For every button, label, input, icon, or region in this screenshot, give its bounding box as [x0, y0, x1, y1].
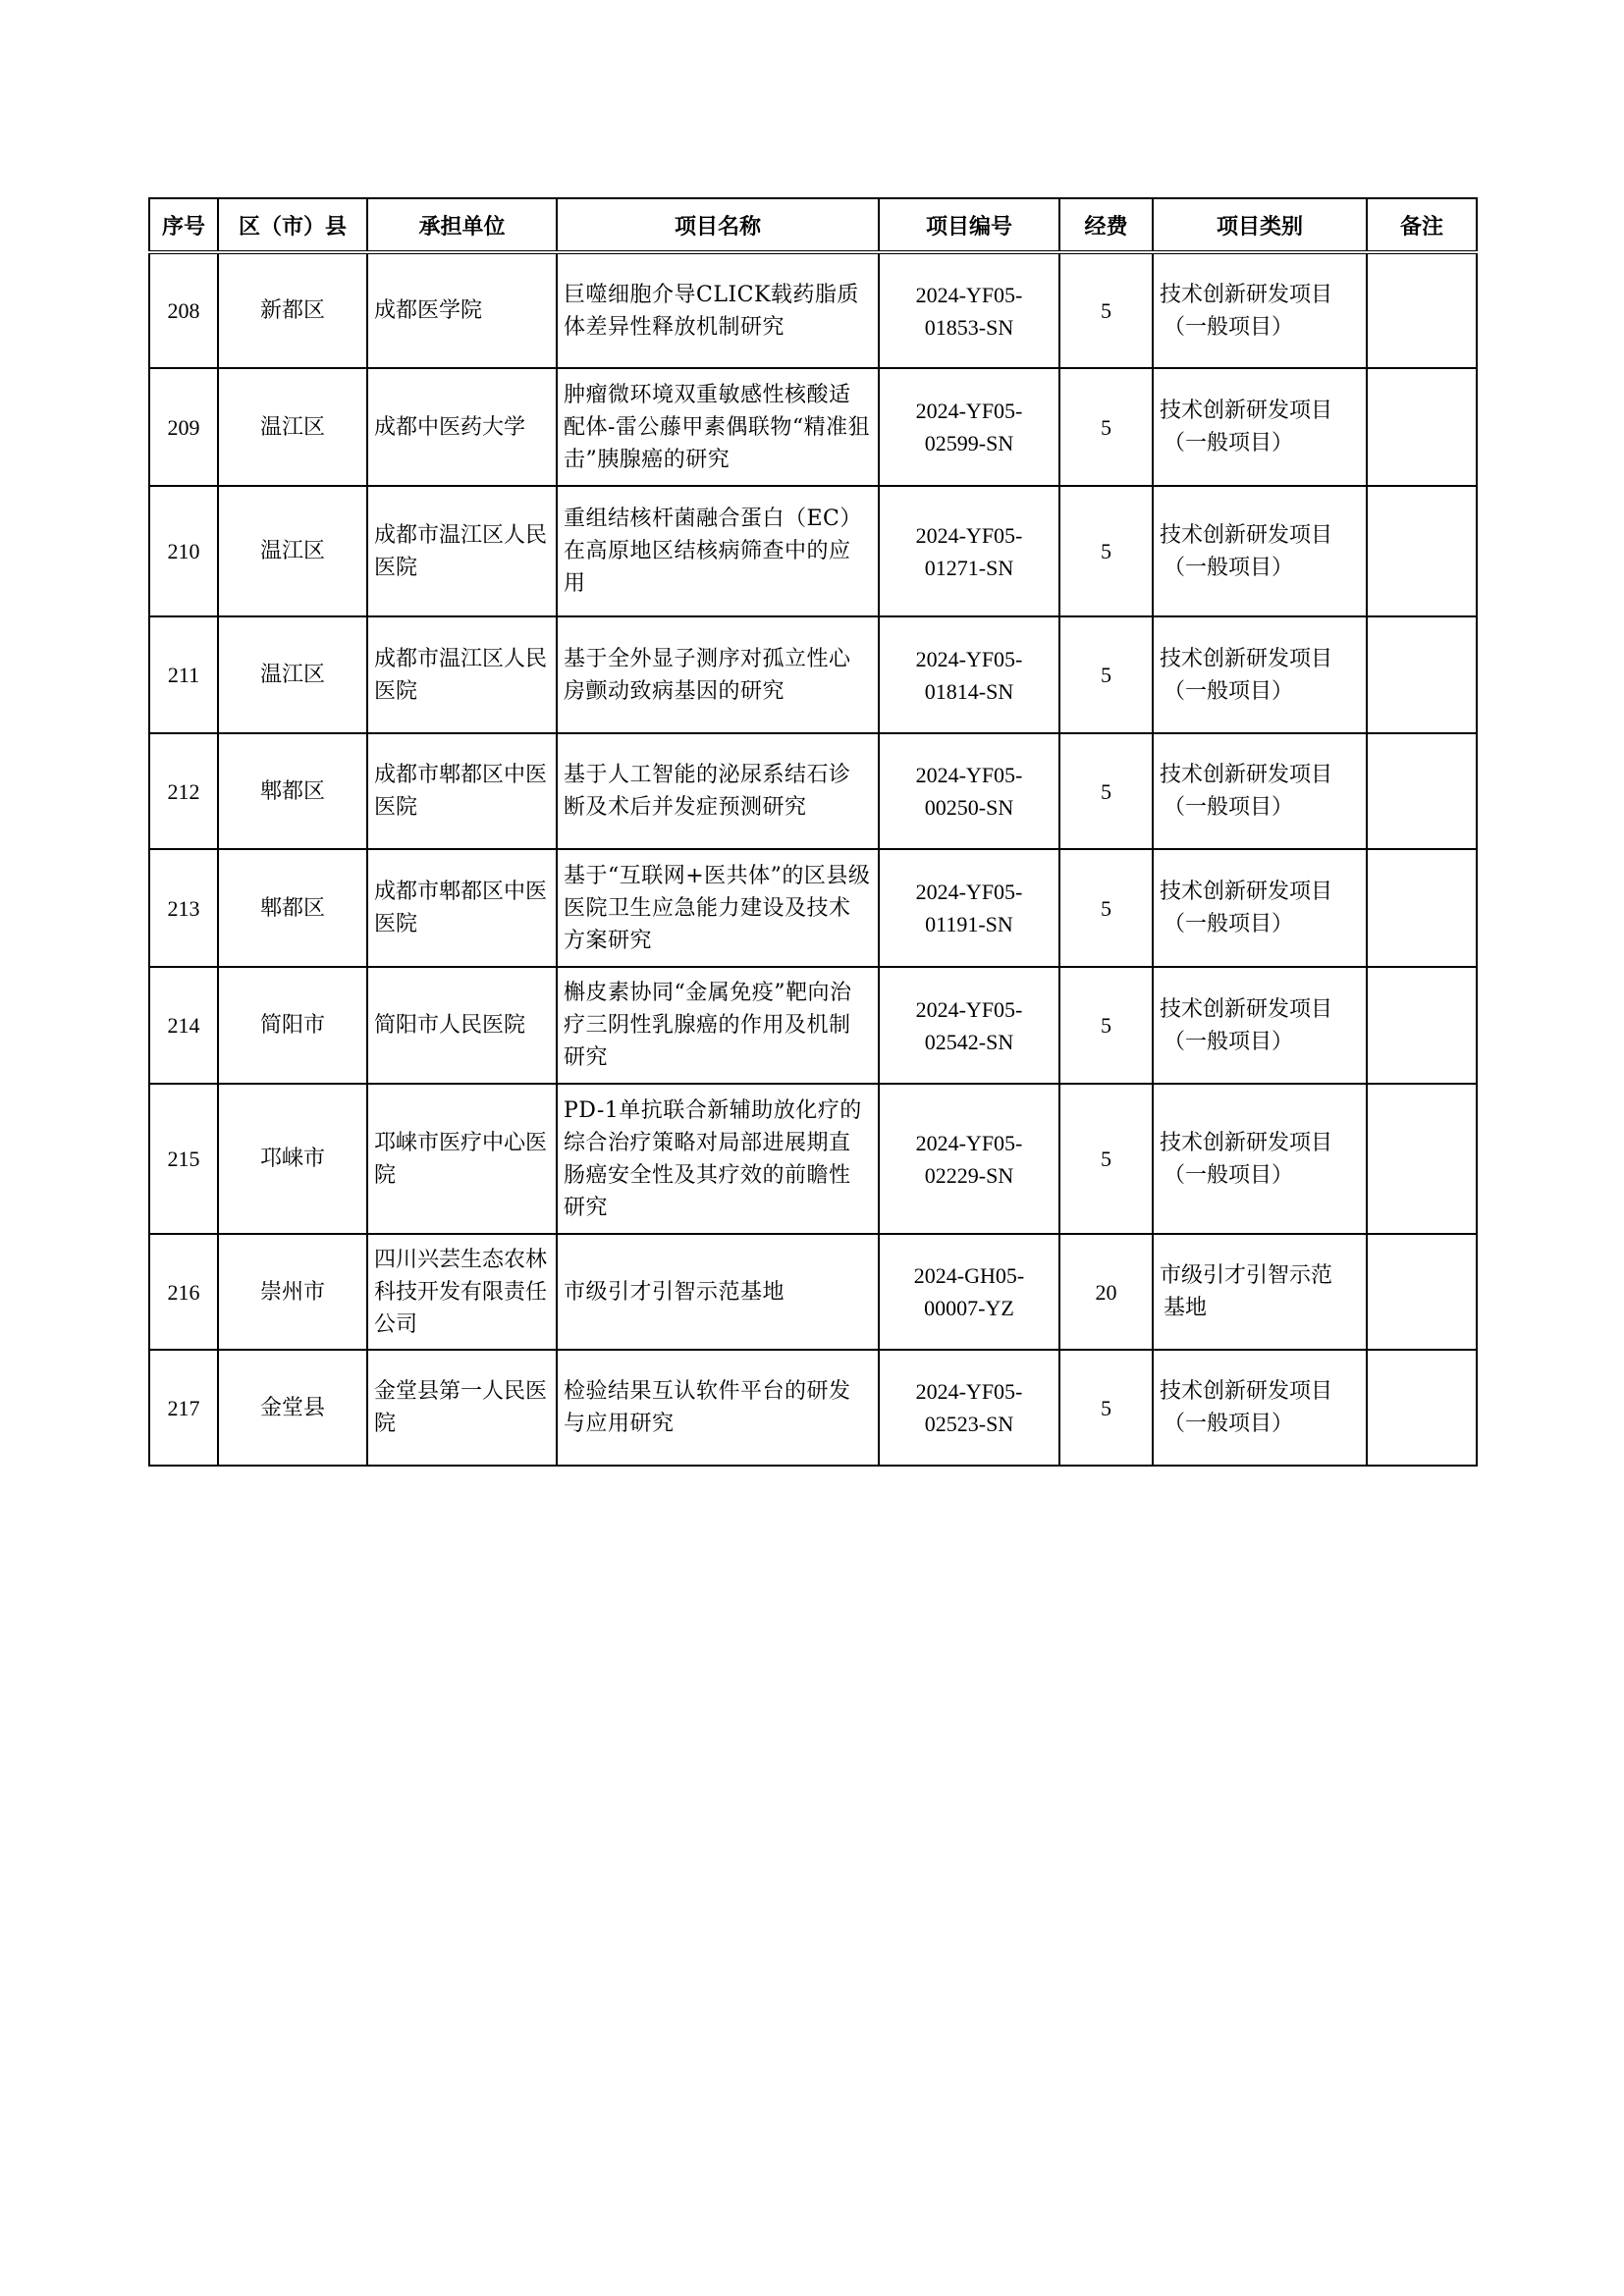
cell-fund: 5 [1059, 616, 1153, 733]
cell-unit: 金堂县第一人民医院 [367, 1350, 557, 1466]
header-code: 项目编号 [879, 198, 1059, 252]
cell-no: 212 [149, 733, 218, 849]
cell-category-line-2: （一般项目） [1164, 431, 1294, 455]
cell-unit: 成都市郫都区中医医院 [367, 849, 557, 967]
cell-district: 简阳市 [218, 967, 367, 1084]
cell-remark [1367, 733, 1477, 849]
cell-district: 郫都区 [218, 849, 367, 967]
cell-category-line-1: 技术创新研发项目 [1160, 646, 1333, 671]
cell-category-line-1: 技术创新研发项目 [1160, 1379, 1333, 1404]
cell-no: 211 [149, 616, 218, 733]
header-unit: 承担单位 [367, 198, 557, 252]
cell-category [1153, 486, 1367, 616]
cell-fund: 5 [1059, 733, 1153, 849]
table-row [149, 616, 1477, 733]
cell-category-line-2: （一般项目） [1164, 1162, 1294, 1188]
cell-code [879, 486, 1059, 616]
cell-code-line-2: 01853-SN [924, 314, 1014, 340]
cell-no: 213 [149, 849, 218, 967]
table-row [149, 252, 1477, 368]
header-category: 项目类别 [1153, 198, 1367, 252]
cell-fund: 5 [1059, 967, 1153, 1084]
cell-fund: 5 [1059, 849, 1153, 967]
cell-code-line-2: 02599-SN [924, 431, 1014, 455]
cell-fund: 20 [1059, 1234, 1153, 1350]
cell-category [1153, 967, 1367, 1084]
cell-category-line-1: 技术创新研发项目 [1160, 399, 1333, 423]
cell-unit: 成都中医药大学 [367, 368, 557, 486]
cell-unit: 成都市温江区人民医院 [367, 616, 557, 733]
cell-code [879, 1350, 1059, 1466]
cell-no: 215 [149, 1084, 218, 1234]
cell-category [1153, 368, 1367, 486]
cell-code-line-1: 2024-YF05- [915, 880, 1023, 904]
cell-no: 214 [149, 967, 218, 1084]
cell-category [1153, 733, 1367, 849]
cell-category-line-1: 技术创新研发项目 [1160, 996, 1333, 1022]
cell-no: 216 [149, 1234, 218, 1350]
cell-category-line-2: （一般项目） [1164, 1029, 1294, 1054]
cell-code-line-2: 02229-SN [924, 1162, 1014, 1188]
cell-district: 新都区 [218, 252, 367, 368]
table-row [149, 486, 1477, 616]
cell-no: 210 [149, 486, 218, 616]
table-row [149, 849, 1477, 967]
table-row [149, 967, 1477, 1084]
cell-unit: 成都医学院 [367, 252, 557, 368]
cell-unit: 成都市郫都区中医医院 [367, 733, 557, 849]
header-no: 序号 [149, 198, 218, 252]
header-row [149, 198, 1477, 252]
cell-project: 基于全外显子测序对孤立性心房颤动致病基因的研究 [557, 616, 879, 733]
cell-code-line-2: 00007-YZ [924, 1296, 1014, 1320]
cell-fund: 5 [1059, 1350, 1153, 1466]
cell-category-line-2: （一般项目） [1164, 314, 1294, 340]
cell-district: 郫都区 [218, 733, 367, 849]
cell-remark [1367, 1234, 1477, 1350]
cell-project: 基于人工智能的泌尿系结石诊断及术后并发症预测研究 [557, 733, 879, 849]
cell-code [879, 1084, 1059, 1234]
table-row [149, 368, 1477, 486]
cell-unit: 四川兴芸生态农林科技开发有限责任公司 [367, 1234, 557, 1350]
cell-category [1153, 252, 1367, 368]
header-remark: 备注 [1367, 198, 1477, 252]
cell-remark [1367, 967, 1477, 1084]
cell-category [1153, 1350, 1367, 1466]
cell-district: 金堂县 [218, 1350, 367, 1466]
cell-code [879, 616, 1059, 733]
cell-code-line-2: 02542-SN [924, 1029, 1014, 1054]
cell-project: 检验结果互认软件平台的研发与应用研究 [557, 1350, 879, 1466]
cell-code-line-1: 2024-YF05- [915, 763, 1023, 787]
cell-code-line-1: 2024-YF05- [915, 522, 1023, 548]
cell-category-line-2: （一般项目） [1164, 912, 1294, 936]
cell-code-line-1: 2024-YF05- [915, 996, 1023, 1022]
cell-category-line-2: （一般项目） [1164, 555, 1294, 580]
cell-category-line-2: （一般项目） [1164, 795, 1294, 820]
header-project: 项目名称 [557, 198, 879, 252]
cell-code-line-1: 2024-YF05- [915, 646, 1023, 671]
cell-code-line-2: 01271-SN [924, 555, 1014, 580]
cell-category-line-1: 市级引才引智示范 [1160, 1263, 1333, 1288]
cell-fund: 5 [1059, 252, 1153, 368]
cell-code-line-2: 02523-SN [924, 1412, 1014, 1436]
cell-no: 208 [149, 252, 218, 368]
cell-fund: 5 [1059, 368, 1153, 486]
cell-category [1153, 616, 1367, 733]
cell-remark [1367, 1350, 1477, 1466]
cell-category-line-1: 技术创新研发项目 [1160, 282, 1333, 307]
cell-unit: 简阳市人民医院 [367, 967, 557, 1084]
cell-district: 温江区 [218, 486, 367, 616]
header-district: 区（市）县 [218, 198, 367, 252]
cell-code-line-1: 2024-YF05- [915, 1130, 1023, 1155]
cell-category [1153, 849, 1367, 967]
cell-project: 槲皮素协同“金属免疫”靶向治疗三阴性乳腺癌的作用及机制研究 [557, 967, 879, 1084]
cell-category-line-1: 技术创新研发项目 [1160, 1130, 1333, 1155]
cell-remark [1367, 1084, 1477, 1234]
cell-category-line-1: 技术创新研发项目 [1160, 522, 1333, 548]
cell-category-line-2: （一般项目） [1164, 678, 1294, 704]
cell-category-line-1: 技术创新研发项目 [1160, 880, 1333, 904]
cell-district: 温江区 [218, 616, 367, 733]
cell-code-line-1: 2024-YF05- [915, 399, 1023, 423]
cell-district: 崇州市 [218, 1234, 367, 1350]
cell-remark [1367, 616, 1477, 733]
cell-code-line-2: 01814-SN [924, 678, 1014, 704]
table-row [149, 1084, 1477, 1234]
header-fund: 经费 [1059, 198, 1153, 252]
cell-code-line-2: 01191-SN [925, 912, 1013, 936]
cell-remark [1367, 849, 1477, 967]
cell-remark [1367, 368, 1477, 486]
cell-code [879, 733, 1059, 849]
cell-code [879, 368, 1059, 486]
cell-category [1153, 1234, 1367, 1350]
cell-category [1153, 1084, 1367, 1234]
cell-code-line-1: 2024-YF05- [915, 1379, 1023, 1404]
cell-project: 巨噬细胞介导CLICK载药脂质体差异性释放机制研究 [557, 252, 879, 368]
cell-district: 温江区 [218, 368, 367, 486]
cell-no: 209 [149, 368, 218, 486]
cell-remark [1367, 252, 1477, 368]
table-row [149, 1234, 1477, 1350]
cell-code-line-1: 2024-GH05- [913, 1263, 1025, 1288]
cell-fund: 5 [1059, 1084, 1153, 1234]
table-body [149, 252, 1477, 1466]
table-row [149, 1350, 1477, 1466]
cell-code [879, 967, 1059, 1084]
cell-category-line-2: 基地 [1164, 1296, 1208, 1320]
project-table [148, 197, 1478, 1467]
cell-project: 重组结核杆菌融合蛋白（EC）在高原地区结核病筛查中的应用 [557, 486, 879, 616]
cell-category-line-1: 技术创新研发项目 [1160, 763, 1333, 787]
cell-district: 邛崃市 [218, 1084, 367, 1234]
cell-unit: 成都市温江区人民医院 [367, 486, 557, 616]
cell-code-line-2: 00250-SN [924, 795, 1014, 820]
cell-remark [1367, 486, 1477, 616]
cell-unit: 邛崃市医疗中心医院 [367, 1084, 557, 1234]
cell-project: 市级引才引智示范基地 [557, 1234, 879, 1350]
cell-project: 肿瘤微环境双重敏感性核酸适配体-雷公藤甲素偶联物“精准狙击”胰腺癌的研究 [557, 368, 879, 486]
table-header [149, 198, 1477, 252]
cell-no: 217 [149, 1350, 218, 1466]
cell-category-line-2: （一般项目） [1164, 1412, 1294, 1436]
table-row [149, 733, 1477, 849]
cell-project: 基于“互联网+医共体”的区县级医院卫生应急能力建设及技术方案研究 [557, 849, 879, 967]
cell-code [879, 849, 1059, 967]
cell-project: PD-1单抗联合新辅助放化疗的综合治疗策略对局部进展期直肠癌安全性及其疗效的前瞻性研究 [557, 1084, 879, 1234]
cell-fund: 5 [1059, 486, 1153, 616]
cell-code [879, 1234, 1059, 1350]
cell-code [879, 252, 1059, 368]
cell-code-line-1: 2024-YF05- [915, 282, 1023, 307]
